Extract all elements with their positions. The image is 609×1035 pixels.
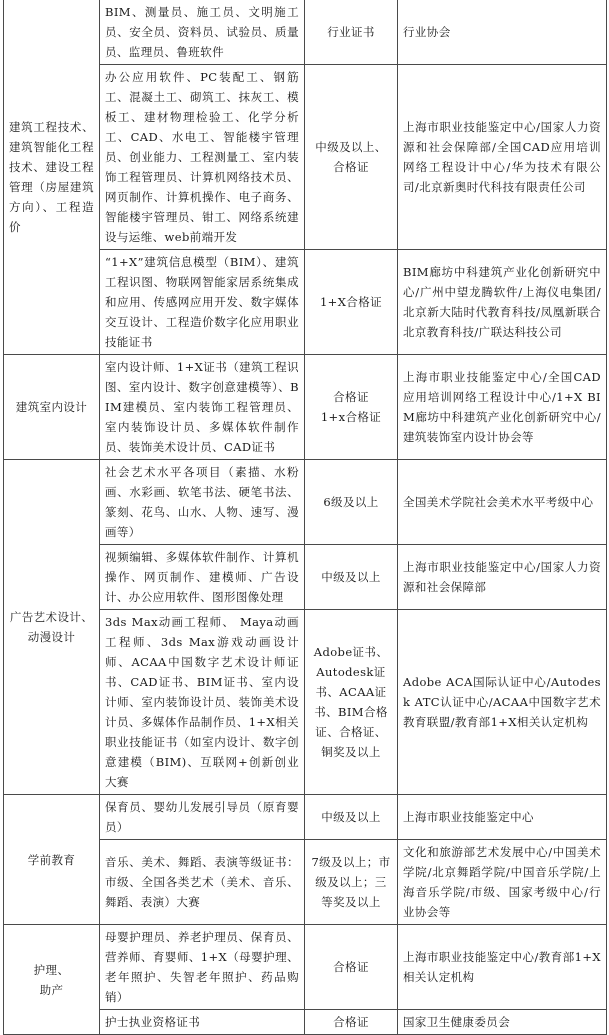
certificate-items-cell: 音乐、美术、舞蹈、表演等级证书：市级、全国各类艺术（美术、音乐、舞蹈、表演）大赛 [100,840,305,925]
major-cell: 护理、 助产 [4,925,100,1035]
level-cell: 7级及以上；市级及以上；三等奖及以上 [305,840,398,925]
table-row [4,795,607,840]
level-cell: 中级及以上 [305,545,398,610]
org-cell: BIM廊坊中科建筑产业化创新研究中心/广州中望龙腾软件/上海仪电集团/北京新大陆时代教育科技/凤凰新联合北京教育科技/广联达科技公司 [398,250,607,355]
level-cell: 1+X合格证 [305,250,398,355]
certificate-items-cell: 保育员、婴幼儿发展引导员（原育婴员） [100,795,305,840]
org-cell: Adobe ACA国际认证中心/Autodesk ATC认证中心/ACAA中国数字艺术教育联盟/教育部1+X相关认定机构 [398,610,607,795]
certificate-table [3,0,607,1035]
certificate-items-cell: BIM、测量员、施工员、文明施工员、安全员、资料员、试验员、质量员、监理员、鲁班软件 [100,0,305,65]
major-cell: 广告艺术设计、动漫设计 [4,460,100,795]
level-cell: Adobe证书、Autodesk证书、ACAA证书、BIM合格证、合格证、铜奖及以上 [305,610,398,795]
certificate-items-cell: 社会艺术水平各项目（素描、水粉画、水彩画、软笔书法、硬笔书法、篆刻、花鸟、山水、人物、速写、漫画等） [100,460,305,545]
level-cell: 6级及以上 [305,460,398,545]
certificate-items-cell: 母婴护理员、养老护理员、保育员、营养师、育婴师、1+X（母婴护理、老年照护、失智老年照护、药品购销） [100,925,305,1010]
org-cell: 上海市职业技能鉴定中心/全国CAD应用培训网络工程设计中心/1+X BIM廊坊中科建筑产业化创新研究中心/建筑装饰室内设计协会等 [398,355,607,460]
level-cell: 中级及以上 [305,795,398,840]
table-row [4,355,607,460]
certificate-items-cell: 室内设计师、1+X证书（建筑工程识图、室内设计、数字创意建模等）、BIM建模员、室内装饰工程管理员、室内装饰设计员、多媒体软件制作员、装饰美术设计员、CAD证书 [100,355,305,460]
table-row [4,460,607,545]
org-cell: 国家卫生健康委员会 [398,1010,607,1035]
major-label: 建筑工程技术、建筑智能化工程技术、建设工程管理（房屋建筑方向）、工程造价 [9,120,94,234]
org-cell: 上海市职业技能鉴定中心/国家人力资源和社会保障部/全国CAD应用培训网络工程设计中心/华为技术有限公司/北京新奥时代科技有限责任公司 [398,65,607,250]
table-row [4,925,607,1010]
org-cell: 全国美术学院社会美术水平考级中心 [398,460,607,545]
major-cell [4,0,100,355]
org-cell: 上海市职业技能鉴定中心 [398,795,607,840]
major-cell: 建筑室内设计 [4,355,100,460]
certificate-items-cell: 办公应用软件、PC装配工、钢筋工、混凝土工、砌筑工、抹灰工、模板工、建材物理检验工、化学分析工、CAD、水电工、智能楼宇管理员、创业能力、工程测量工、室内装饰工程管理员、计算机网络技术员、网页制作、计算机操作、电子商务、智能楼宇管理员、钳工、网络系统建设与运维、web前端开发 [100,65,305,250]
org-cell: 文化和旅游部艺术发展中心/中国美术学院/北京舞蹈学院/中国音乐学院/上海音乐学院/市级、国家考级中心/行业协会等 [398,840,607,925]
level-cell: 中级及以上、合格证 [305,65,398,250]
level-cell: 合格证 1+x合格证 [305,355,398,460]
certificate-items-cell: 护士执业资格证书 [100,1010,305,1035]
level-cell: 行业证书 [305,0,398,65]
org-cell: 上海市职业技能鉴定中心/国家人力资源和社会保障部 [398,545,607,610]
certificate-items-cell: 3ds Max动画工程师、 Maya动画工程师、3ds Max游戏动画设计师、ACAA中国数字艺术设计师证书、CAD证书、BIM证书、室内设计师、室内装饰设计员、装饰美术设计员、多媒体作品制作员、1+X相关职业技能证书（如室内设计、数字创意建模（BIM)、互联网+创新创业大赛 [100,610,305,795]
table-row [4,0,607,65]
major-cell: 学前教育 [4,795,100,925]
level-cell: 合格证 [305,925,398,1010]
org-cell: 上海市职业技能鉴定中心/教育部1+X相关认定机构 [398,925,607,1010]
certificate-items-cell: “1+X”建筑信息模型（BIM）、建筑工程识图、物联网智能家居系统集成和应用、传感网应用开发、数字媒体交互设计、工程造价数字化应用职业技能证书 [100,250,305,355]
level-cell: 合格证 [305,1010,398,1035]
org-cell: 行业协会 [398,0,607,65]
certificate-items-cell: 视频编辑、多媒体软件制作、计算机操作、网页制作、建模师、广告设计、办公应用软件、图形图像处理 [100,545,305,610]
